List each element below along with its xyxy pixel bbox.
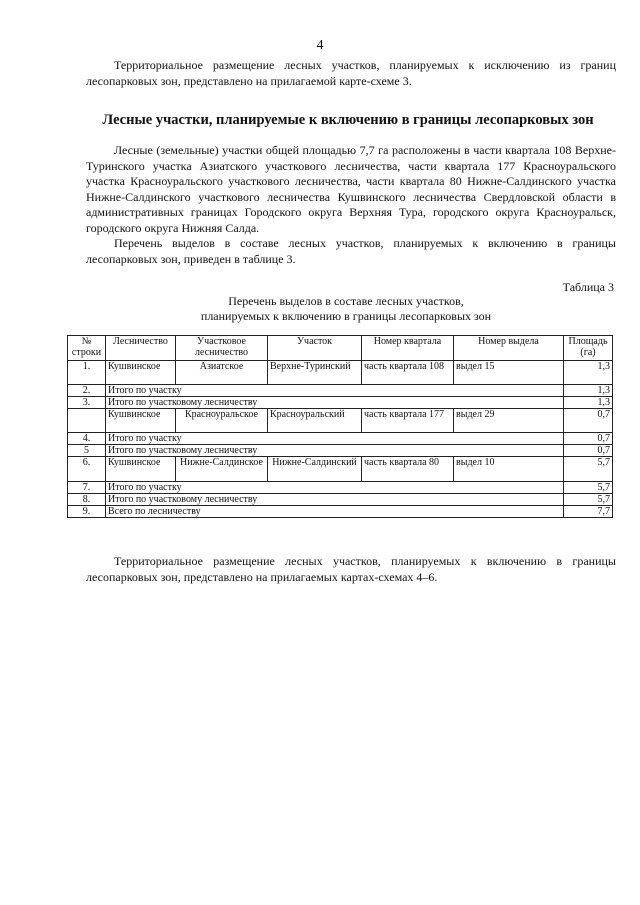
cell-total-label: Итого по участку: [106, 482, 564, 494]
cell-area: 1,3: [564, 397, 613, 409]
cell-section: выдел 15: [454, 361, 564, 385]
cell-row-number: 6.: [68, 457, 106, 482]
cell-area: 5,7: [564, 457, 613, 482]
cell-total-label: Итого по участковому лесничеству: [106, 397, 564, 409]
paragraph-area-description: Лесные (земельные) участки общей площадью 7,7 га расположены в части квартала 108 Верхне-Туринского участка Азиатского участкового лесничества, части квартала 177 Красноуральского участка Красноуральского участкового лесничества, части квартала 80 Нижне-Салдинского участка Нижне-Салдинского участкового лесничества Кушвинского лесничества Свердловской области в административных границах Городского округа Верхняя Тура, городского округа Красноуральск, городского округа Нижняя Салда.: [86, 143, 616, 235]
cell-area: 0,7: [564, 433, 613, 445]
cell-area: 7,7: [564, 506, 613, 518]
cell-total-label: Всего по лесничеству: [106, 506, 564, 518]
cell-forestry: Кушвинское: [106, 409, 176, 433]
table-header-row: [68, 336, 613, 361]
cell-total-label: Итого по участку: [106, 433, 564, 445]
cell-district: Нижне-Салдинское: [176, 457, 268, 482]
cell-district: Красноуральское: [176, 409, 268, 433]
paragraph-table-reference: Перечень выделов в составе лесных участков, планируемых к включению в границы лесопарковых зон, приведен в таблице 3.: [86, 236, 616, 266]
header-section-number: Номер выдела: [454, 336, 564, 361]
header-area: Площадь (га): [564, 336, 613, 361]
cell-area: 0,7: [564, 445, 613, 457]
table-row: [68, 433, 613, 445]
cell-row-number: 1.: [68, 361, 106, 385]
cell-district: Азиатское: [176, 361, 268, 385]
cell-area: 5,7: [564, 494, 613, 506]
table-row: [68, 409, 613, 433]
header-forestry: Лесничество: [106, 336, 176, 361]
closing-paragraph: Территориальное размещение лесных участков, планируемых к включению в границы лесопарковых зон, представлено на прилагаемых картах-схемах 4–6.: [86, 554, 616, 584]
cell-area: 0,7: [564, 409, 613, 433]
cell-plot: Нижне-Салдинский: [268, 457, 362, 482]
table-title-line-2: планируемых к включению в границы лесопарковых зон: [200, 309, 492, 323]
cell-row-number: 3.: [68, 397, 106, 409]
cell-total-label: Итого по участковому лесничеству: [106, 445, 564, 457]
cell-row-number: 5: [68, 445, 106, 457]
plots-table: [67, 335, 613, 518]
cell-area: 5,7: [564, 482, 613, 494]
cell-forestry: Кушвинское: [106, 361, 176, 385]
cell-row-number: 2.: [68, 385, 106, 397]
cell-row-number: 9.: [68, 506, 106, 518]
table-row: [68, 445, 613, 457]
cell-total-label: Итого по участковому лесничеству: [106, 494, 564, 506]
intro-paragraph: Территориальное размещение лесных участков, планируемых к исключению из границ лесопарковых зон, представлено на прилагаемой карте-схеме 3.: [86, 58, 616, 88]
table-title: [86, 294, 606, 324]
cell-section: выдел 29: [454, 409, 564, 433]
table-title-line-1: Перечень выделов в составе лесных участков,: [228, 294, 464, 308]
table-row: [68, 494, 613, 506]
cell-row-number: 8.: [68, 494, 106, 506]
header-plot: Участок: [268, 336, 362, 361]
cell-section: выдел 10: [454, 457, 564, 482]
header-district-forestry: Участковое лесничество: [176, 336, 268, 361]
cell-row-number: [68, 409, 106, 433]
table-row: [68, 385, 613, 397]
table-label: Таблица 3: [562, 280, 614, 294]
cell-plot: Красноуральский: [268, 409, 362, 433]
cell-plot: Верхне-Туринский: [268, 361, 362, 385]
cell-forestry: Кушвинское: [106, 457, 176, 482]
table-row: [68, 457, 613, 482]
header-quarter-number: Номер квартала: [362, 336, 454, 361]
cell-quarter: часть квартала 108: [362, 361, 454, 385]
page-number: 4: [316, 38, 324, 53]
table-row: [68, 397, 613, 409]
header-row-number: № строки: [68, 336, 106, 361]
cell-row-number: 7.: [68, 482, 106, 494]
cell-area: 1,3: [564, 361, 613, 385]
section-heading: Лесные участки, планируемые к включению в границы лесопарковых зон: [102, 112, 594, 128]
cell-quarter: часть квартала 177: [362, 409, 454, 433]
cell-quarter: часть квартала 80: [362, 457, 454, 482]
table-row: [68, 361, 613, 385]
table-row: [68, 506, 613, 518]
table-row: [68, 482, 613, 494]
cell-total-label: Итого по участку: [106, 385, 564, 397]
cell-row-number: 4.: [68, 433, 106, 445]
cell-area: 1,3: [564, 385, 613, 397]
